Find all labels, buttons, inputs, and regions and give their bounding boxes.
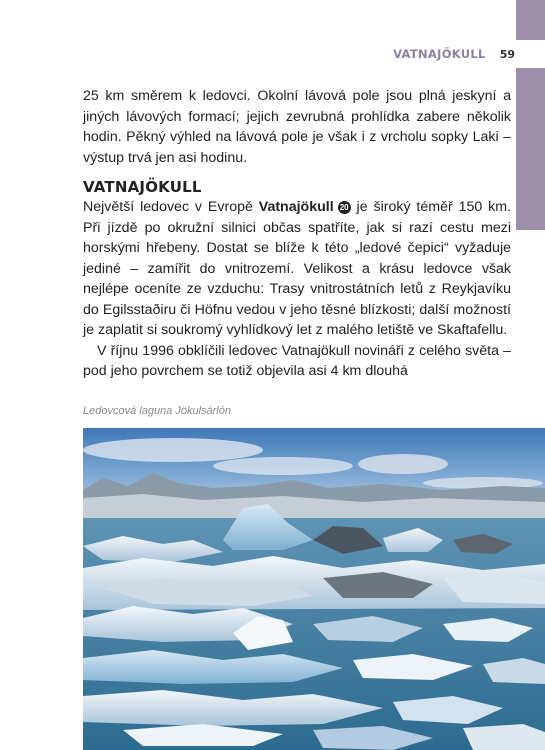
- page-number: 59: [499, 48, 515, 61]
- intro-paragraph: [83, 86, 511, 168]
- section-body: [83, 197, 511, 382]
- paragraph-1-lead: Největší ledovec v Evropě: [83, 199, 259, 215]
- photo-illustration: [83, 428, 545, 750]
- photo-caption: Ledovcová laguna Jökulsárlón: [83, 405, 231, 417]
- section-heading: VATNAJÖKULL: [83, 178, 202, 196]
- section-paragraph-1: [83, 197, 511, 341]
- map-marker-badge: 20: [338, 201, 351, 214]
- glacier-name-bold: Vatnajökull: [258, 199, 334, 215]
- glacier-lagoon-photo: [83, 428, 545, 750]
- chapter-tab-side: [516, 68, 545, 230]
- paragraph-1-rest: je široký téměř 150 km. Při jízdě po okružní silnici občas spatříte, jak si razí cestu mezi horskými hřebeny. Dostat se blíže k této „ledové čepici“ vyžaduje jediné – zamířit do vnitrozemí. Velikost a krásu ledovce však nejlépe oceníte ze vzduchu: Trasy vnitrostátních letů z Reykjavíku do Egilsstaðiru či Höfnu vedou v jeho těsné blízkosti; další možností je zaplatit si soukromý vyhlídkový let z malého letiště ve Skaftafellu.: [83, 199, 512, 338]
- section-paragraph-2: V říjnu 1996 obklíčili ledovec Vatnajökull novináři z celého světa – pod jeho povrchem se totiž objevila asi 4 km dlouhá: [83, 342, 511, 379]
- intro-text: 25 km směrem k ledovci. Okolní lávová pole jsou plná jeskyní a jiných lávových formací; jejich zevrubná prohlídka zabere několik hodin. Pěkný výhled na lávová pole je však i z vrcholu sopky Laki – výstup trvá jen asi hodinu.: [83, 88, 511, 166]
- chapter-tab-top: [516, 0, 545, 40]
- page-header: [393, 47, 515, 61]
- running-head: VATNAJÖKULL: [393, 47, 486, 61]
